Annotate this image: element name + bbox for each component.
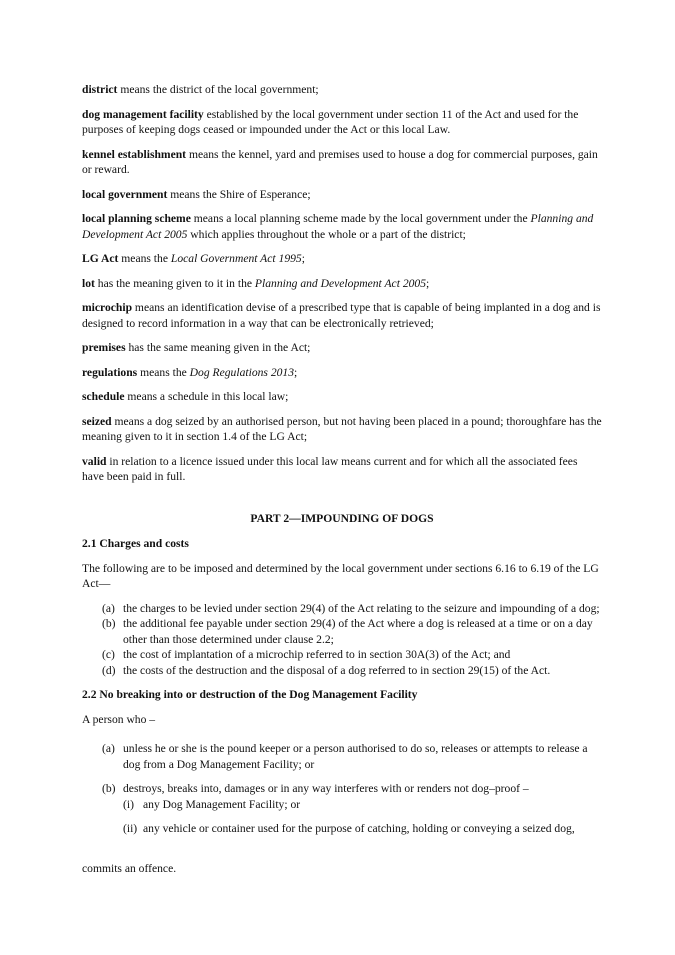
clause-heading: 2.2 No breaking into or destruction of the Dog Management Facility	[82, 688, 418, 701]
clause-2-1	[82, 536, 602, 678]
definition-act-title: Dog Regulations 2013	[189, 365, 295, 379]
definition-act-title: Planning and Development Act 2005	[82, 212, 594, 241]
sub-item	[123, 797, 602, 813]
definition-local-government	[82, 187, 602, 203]
clause-intro: A person who –	[82, 712, 156, 726]
definition-microchip	[82, 300, 602, 331]
clause-items	[82, 741, 602, 837]
definition-local-planning-scheme	[82, 211, 602, 242]
definition-text-tail: ;	[426, 276, 430, 290]
definition-lg-act	[82, 251, 602, 267]
item-text: the charges to be levied under section 29(4) of the Act relating to the seizure and impounding of a dog;	[123, 601, 600, 615]
definition-text-tail: ;	[294, 365, 298, 379]
item-text: unless he or she is the pound keeper or a person authorised to do so, releases or attempts to release a dog from a Dog Management Facility; or	[123, 742, 588, 771]
definition-act-title: Planning and Development Act 2005	[254, 276, 427, 290]
sub-item-text: any vehicle or container used for the purpose of catching, holding or conveying a seized dog,	[143, 822, 575, 835]
definition-lot	[82, 276, 602, 292]
sub-item-text: any Dog Management Facility; or	[143, 797, 301, 811]
definition-text: means the kennel, yard and premises used to house a dog for commercial purposes, gain or reward.	[82, 147, 598, 176]
definition-text: has the meaning given to it in the	[94, 276, 255, 290]
item-text: the costs of the destruction and the disposal of a dog referred to in section 29(15) of the Act.	[123, 663, 551, 677]
clause-intro: The following are to be imposed and determined by the local government under sections 6.16 to 6.19 of the LG Act—	[82, 561, 599, 590]
definition-text-tail: ;	[301, 252, 305, 265]
definition-text: means an identification devise of a prescribed type that is capable of being implanted in a dog and is designed to record information in a way that can be electronically retrieved;	[82, 301, 601, 330]
list-item	[82, 781, 602, 837]
list-item	[82, 741, 602, 772]
list-item	[82, 663, 602, 679]
definition-term: seized	[82, 414, 112, 428]
definition-term: local planning scheme	[82, 212, 191, 225]
sub-item	[123, 821, 602, 837]
item-label: (a)	[102, 601, 115, 615]
definition-text: means a local planning scheme made by the local government under the	[190, 212, 531, 225]
item-label: (b)	[102, 617, 116, 630]
definition-term: LG Act	[82, 252, 119, 265]
definition-text: means a schedule in this local law;	[124, 390, 289, 403]
definition-term: regulations	[82, 365, 138, 379]
item-text: destroys, breaks into, damages or in any way interferes with or renders not dog–proof –	[123, 782, 529, 795]
definition-schedule	[82, 389, 602, 405]
definition-term: dog management facility	[82, 107, 204, 121]
definition-text: means the district of the local government;	[117, 83, 319, 96]
definition-text: means the	[137, 365, 190, 379]
item-label: (a)	[102, 742, 115, 755]
list-item	[82, 647, 602, 663]
definition-act-title: Local Government Act 1995	[170, 252, 302, 265]
definition-premises	[82, 340, 602, 356]
sub-items	[123, 797, 602, 837]
definition-term: schedule	[82, 390, 125, 403]
definition-valid	[82, 454, 602, 485]
definition-dog-management-facility	[82, 107, 602, 138]
definition-district	[82, 82, 602, 98]
sub-item-label: (ii)	[123, 822, 138, 835]
definition-text: means the	[118, 252, 171, 265]
list-item	[82, 601, 602, 617]
definition-text: means a dog seized by an authorised person, but not having been placed in a pound; thoroughfare has the meaning given to it in section 1.4 of the LG Act;	[82, 414, 602, 443]
item-text: the cost of implantation of a microchip referred to in section 30A(3) of the Act; and	[123, 648, 511, 661]
definition-text: in relation to a licence issued under this local law means current and for which all the associated fees have been paid in full.	[82, 454, 578, 483]
definition-term: premises	[82, 341, 126, 354]
clause-items	[82, 601, 602, 679]
definition-term: valid	[82, 454, 107, 468]
closing-text: commits an offence.	[82, 861, 177, 875]
definition-term: district	[82, 83, 118, 96]
clause-2-2	[82, 687, 602, 876]
definition-term: local government	[82, 187, 168, 201]
sub-item-label: (i)	[123, 797, 134, 811]
definition-term: lot	[82, 276, 95, 290]
part-heading: PART 2—IMPOUNDING OF DOGS	[250, 511, 434, 525]
definition-kennel-establishment	[82, 147, 602, 178]
definition-text: established by the local government under section 11 of the Act and used for the purposes of keeping dogs ceased or impounded under the Act or this local Law.	[82, 107, 579, 136]
list-item	[82, 616, 602, 647]
definition-term: microchip	[82, 301, 133, 314]
document-page	[82, 82, 602, 885]
definition-text: means the Shire of Esperance;	[167, 187, 311, 201]
clause-heading: 2.1 Charges and costs	[82, 537, 189, 550]
item-label: (d)	[102, 663, 116, 677]
definition-seized	[82, 414, 602, 445]
definition-text-tail: which applies throughout the whole or a part of the district;	[187, 227, 466, 241]
definition-text: has the same meaning given in the Act;	[125, 341, 311, 354]
item-label: (b)	[102, 782, 116, 795]
definition-term: kennel establishment	[82, 147, 187, 161]
definition-regulations	[82, 365, 602, 381]
item-text: the additional fee payable under section 29(4) of the Act where a dog is released at a time or on a day other than those determined under clause 2.2;	[123, 617, 593, 646]
definitions-list	[82, 82, 602, 485]
item-label: (c)	[102, 648, 115, 661]
